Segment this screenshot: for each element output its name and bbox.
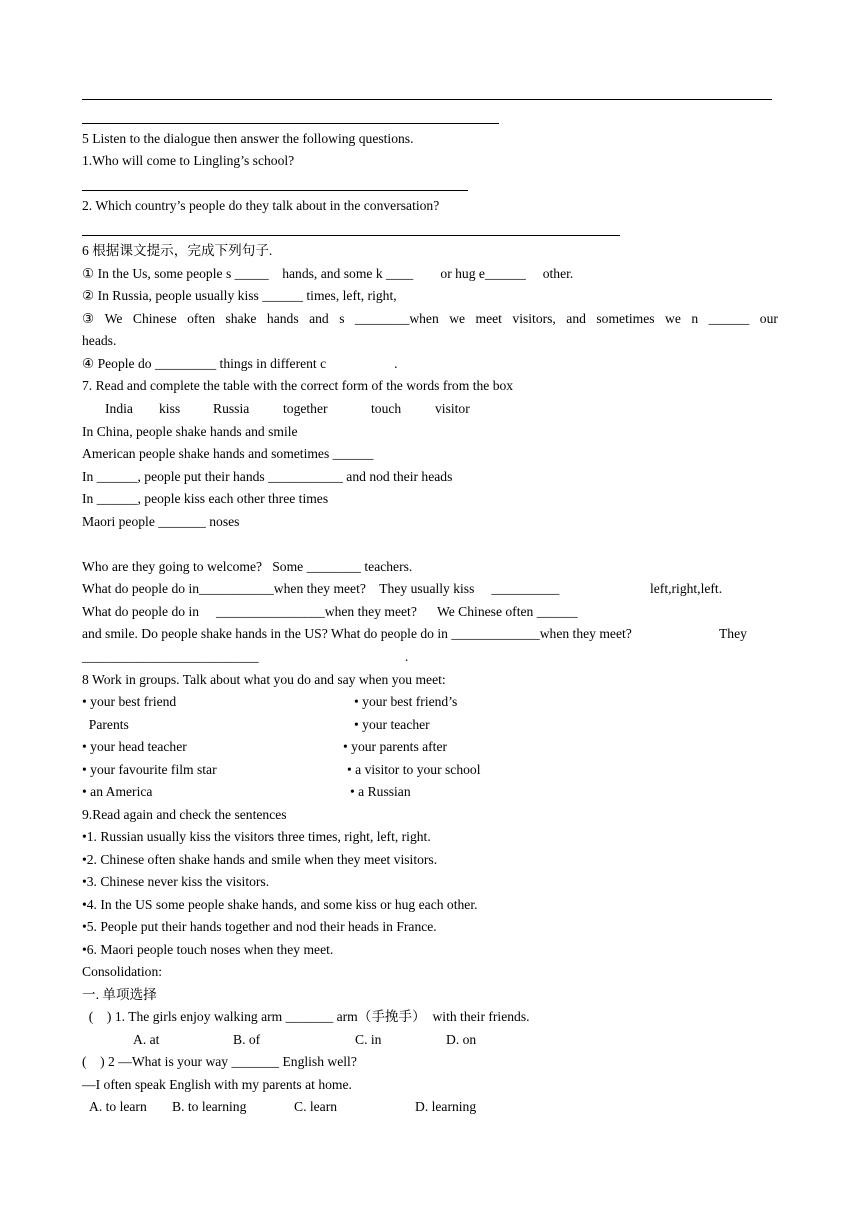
option: A. to learn xyxy=(89,1099,147,1114)
table-row: Maori people _______ noses xyxy=(82,514,240,529)
word-box-item: visitor xyxy=(435,401,470,416)
section6-title: 6 根据课文提示，完成下列句子. xyxy=(82,243,273,258)
consolidation-title: Consolidation: xyxy=(82,964,163,979)
table-row: In ______, people kiss each other three times xyxy=(82,491,329,506)
consolidation-subtitle: 一. 单项选择 xyxy=(82,987,157,1002)
list-item: •6. Maori people touch noses when they meet. xyxy=(82,942,334,957)
option: B. to learning xyxy=(172,1099,247,1114)
list-item: • a visitor to your school xyxy=(347,762,481,777)
section6-sentence-3-end: heads. xyxy=(82,333,117,348)
answer-line-1 xyxy=(82,99,772,100)
section7-title: 7. Read and complete the table with the correct form of the words from the box xyxy=(82,378,514,393)
list-item: • your parents after xyxy=(343,739,448,754)
list-item: Parents xyxy=(82,717,129,732)
word-box-item: India xyxy=(105,401,133,416)
word-box-item: Russia xyxy=(213,401,250,416)
table-row: In China, people shake hands and smile xyxy=(82,424,298,439)
section9-title: 9.Read again and check the sentences xyxy=(82,807,287,822)
table-row: In ______, people put their hands ___________ and nod their heads xyxy=(82,469,453,484)
section6-sentence-2: ② In Russia, people usually kiss ______ times, left, right, xyxy=(82,288,397,303)
option: D. learning xyxy=(415,1099,477,1114)
list-item: • your best friend xyxy=(82,694,177,709)
option: C. learn xyxy=(294,1099,338,1114)
question-2-reply: —I often speak English with my parents at home. xyxy=(82,1077,352,1092)
list-item: • your teacher xyxy=(354,717,430,732)
option: B. of xyxy=(233,1032,261,1047)
list-item: • a Russian xyxy=(350,784,411,799)
list-item: • your favourite film star xyxy=(82,762,217,777)
question-1: ( ) 1. The girls enjoy walking arm _______ arm（手挽手） with their friends. xyxy=(82,1009,530,1024)
section6-sentence-3: ③ We Chinese often shake hands and s ________when we meet visitors, and sometimes we n ______ our xyxy=(82,311,778,326)
question-2: ( ) 2 —What is your way _______ English well? xyxy=(82,1054,357,1069)
option: A. at xyxy=(133,1032,160,1047)
section6-sentence-4: ④ People do _________ things in different c . xyxy=(82,356,398,371)
paragraph-line: Who are they going to welcome? Some ________ teachers. xyxy=(82,559,413,574)
section8-title: 8 Work in groups. Talk about what you do and say when you meet: xyxy=(82,672,446,687)
list-item: • an America xyxy=(82,784,153,799)
paragraph-line: What do people do in___________when they meet? They usually kiss __________ xyxy=(82,581,560,596)
list-item: •1. Russian usually kiss the visitors three times, right, left, right. xyxy=(82,829,431,844)
option: D. on xyxy=(446,1032,477,1047)
list-item: •4. In the US some people shake hands, and some kiss or hug each other. xyxy=(82,897,478,912)
paragraph-line: What do people do in ________________when they meet? We Chinese often ______ xyxy=(82,604,578,619)
paragraph-line: and smile. Do people shake hands in the US? What do people do in _____________when they meet? xyxy=(82,626,632,641)
section6-sentence-1: ① In the Us, some people s _____ hands, and some k ____ or hug e______ other. xyxy=(82,266,574,281)
answer-line-q1 xyxy=(82,190,468,191)
list-item: •5. People put their hands together and nod their heads in France. xyxy=(82,919,437,934)
word-box-item: touch xyxy=(371,401,402,416)
section5-question-2: 2. Which country’s people do they talk about in the conversation? xyxy=(82,198,440,213)
word-box-item: together xyxy=(283,401,328,416)
list-item: • your best friend’s xyxy=(354,694,458,709)
table-row: American people shake hands and sometimes ______ xyxy=(82,446,374,461)
word-box-item: kiss xyxy=(159,401,181,416)
answer-line-2 xyxy=(82,123,499,124)
list-item: •2. Chinese often shake hands and smile when they meet visitors. xyxy=(82,852,438,867)
answer-line-q2 xyxy=(82,235,620,236)
paragraph-line-end: They xyxy=(719,626,747,641)
list-item: • your head teacher xyxy=(82,739,187,754)
list-item: •3. Chinese never kiss the visitors. xyxy=(82,874,270,889)
paragraph-line-end: left,right,left. xyxy=(650,581,723,596)
paragraph-line: __________________________ . xyxy=(82,649,409,664)
section5-title: 5 Listen to the dialogue then answer the following questions. xyxy=(82,131,414,146)
option: C. in xyxy=(355,1032,382,1047)
section5-question-1: 1.Who will come to Lingling’s school? xyxy=(82,153,295,168)
